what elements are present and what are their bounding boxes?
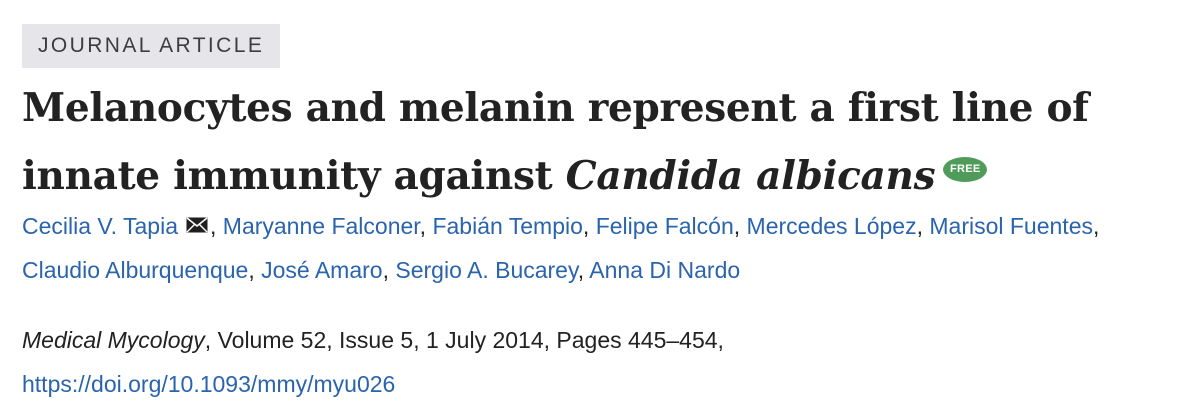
journal-name: Medical Mycology xyxy=(22,327,205,353)
author-link[interactable]: Fabián Tempio xyxy=(432,213,583,239)
author-list xyxy=(22,204,1182,292)
title-text: Melanocytes and melanin represent a first line of innate immunity against xyxy=(22,85,1089,199)
author-link[interactable]: Sergio A. Bucarey xyxy=(395,257,578,283)
author-separator: , xyxy=(210,213,217,239)
article-type-label: JOURNAL ARTICLE xyxy=(22,24,280,68)
article-title xyxy=(22,74,1192,210)
citation-block xyxy=(22,318,1182,406)
author-link[interactable]: José Amaro xyxy=(261,257,383,283)
author-separator: , xyxy=(582,213,590,239)
author-separator: , xyxy=(382,257,389,283)
citation-line xyxy=(22,318,1182,362)
title-italic-species: Candida albicans xyxy=(565,153,936,199)
author-separator: , xyxy=(248,257,255,283)
author-separator: , xyxy=(419,213,427,239)
doi-link[interactable]: https://doi.org/10.1093/mmy/myu026 xyxy=(22,371,396,397)
envelope-icon[interactable] xyxy=(186,217,208,233)
author-link[interactable]: Marisol Fuentes xyxy=(929,213,1093,239)
author-link[interactable]: Mercedes López xyxy=(746,213,917,239)
author-link[interactable]: Maryanne Falconer xyxy=(222,213,420,239)
author-separator: , xyxy=(733,213,741,239)
author-link[interactable]: Claudio Alburquenque xyxy=(22,257,249,283)
free-badge-icon: FREE xyxy=(943,157,987,182)
author-link[interactable]: Anna Di Nardo xyxy=(589,257,741,283)
author-separator: , xyxy=(577,257,585,283)
author-separator: , xyxy=(1093,213,1100,239)
author-link[interactable]: Felipe Falcón xyxy=(595,213,734,239)
author-link[interactable]: Cecilia V. Tapia xyxy=(22,213,178,239)
author-separator: , xyxy=(916,213,923,239)
citation-details: , Volume 52, Issue 5, 1 July 2014, Pages 445–454, xyxy=(204,327,724,353)
